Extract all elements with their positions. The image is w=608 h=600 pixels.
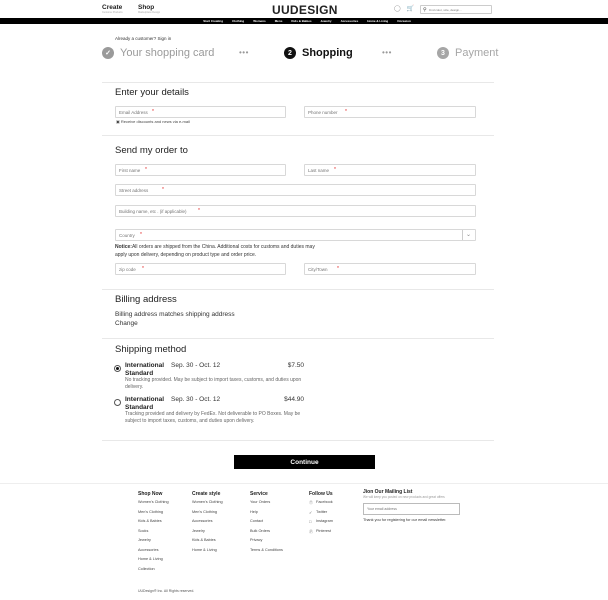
shop-link[interactable] (138, 4, 160, 14)
footer-link[interactable]: Contact (250, 519, 264, 523)
main-nav (0, 18, 608, 24)
already-customer (115, 36, 171, 41)
step-number: 3 (437, 47, 449, 59)
step-label: Shopping (302, 47, 353, 59)
shipping-option[interactable] (114, 362, 304, 392)
social-label: Facebook (316, 500, 333, 504)
footer-link[interactable]: Collection (138, 566, 155, 571)
mailing-thanks: Thank you for registering for our email newsletter. (363, 518, 447, 522)
footer-link[interactable]: Jewelry (138, 538, 151, 542)
footer-link[interactable]: Women's Clothing (192, 500, 223, 504)
shipping-desc: Tracking provided and delivery by FedEx. Not deliverable to PO Boxes. May be subject to import taxes, customs, and duties upon delivery. (125, 411, 301, 424)
street-field[interactable] (115, 184, 476, 196)
shipping-price: $7.50 (287, 362, 304, 369)
country-input[interactable] (119, 233, 149, 238)
instagram-icon: □ (309, 519, 312, 524)
site-footer (0, 483, 608, 600)
footer-link[interactable]: Men's Clothing (138, 509, 163, 514)
radio-selected[interactable] (114, 365, 121, 372)
divider (102, 82, 494, 83)
required-mark: * (198, 208, 200, 214)
required-mark: * (152, 109, 154, 115)
footer-follow (309, 491, 333, 538)
footer-heading: Service (250, 491, 268, 497)
create-title: Create (102, 4, 123, 11)
footer-heading: Shop Now (138, 491, 163, 497)
mailing-email-input[interactable] (367, 507, 459, 511)
nav-item-start-creating[interactable]: Start Creating (203, 19, 224, 23)
phone-input[interactable] (308, 110, 348, 115)
required-mark: * (162, 187, 164, 193)
footer-heading: Follow Us (309, 491, 333, 497)
nav-item-accessories[interactable]: Accessories (340, 19, 359, 23)
notice-label: Notice: (115, 244, 132, 250)
billing-change-link[interactable]: Change (115, 319, 138, 327)
shipping-desc: No tracking provided. May be subject to import taxes, customs, and duties upon delivery. (125, 377, 302, 390)
billing-matches-text: Billing address matches shipping address (115, 311, 235, 318)
city-input[interactable] (308, 267, 338, 272)
phone-field[interactable] (304, 106, 476, 118)
footer-link[interactable]: Kids & Babies (138, 519, 162, 523)
chevron-down-icon[interactable]: ⌄ (462, 230, 471, 240)
step-label: Your shopping card (120, 47, 215, 59)
building-input[interactable] (119, 209, 209, 214)
shipping-price: $44.90 (284, 396, 304, 403)
footer-social-facebook[interactable] (309, 500, 333, 510)
footer-create-style (192, 491, 223, 557)
shipping-option[interactable] (114, 396, 304, 426)
required-mark: * (140, 232, 142, 238)
zip-field[interactable] (115, 263, 286, 275)
footer-link[interactable]: Help (250, 509, 258, 514)
building-field[interactable] (115, 205, 476, 217)
nav-item-jewelry[interactable]: Jewelry (320, 19, 332, 23)
search-box[interactable] (420, 5, 492, 14)
copyright: UUDesign® Inc. All Rights reserved. (138, 589, 195, 593)
step-label: Payment (455, 47, 499, 59)
footer-link[interactable]: Your Orders (250, 500, 271, 504)
country-select[interactable] (115, 229, 476, 241)
footer-social-twitter[interactable] (309, 510, 333, 520)
required-mark: * (337, 266, 339, 272)
check-icon: ✓ (102, 47, 114, 59)
step-number: 2 (284, 47, 296, 59)
divider (102, 135, 494, 136)
search-icon: ⚲ (423, 6, 427, 13)
first-name-field[interactable] (115, 164, 286, 176)
cart-icon[interactable]: 🛒 (406, 6, 415, 12)
divider (102, 440, 494, 441)
radio-unselected[interactable] (114, 399, 121, 406)
create-subtitle: Custome Products (102, 11, 123, 14)
required-mark: * (334, 167, 336, 173)
footer-heading: Create style (192, 491, 221, 497)
create-link[interactable] (102, 4, 123, 14)
required-mark: * (345, 109, 347, 115)
step-dots-icon: ••• (382, 48, 392, 57)
footer-link[interactable]: Home & Living (138, 557, 163, 561)
zip-input[interactable] (119, 267, 144, 272)
footer-link[interactable]: Home & Living (192, 547, 217, 552)
mailing-email-field[interactable] (363, 503, 460, 515)
footer-social-instagram[interactable] (309, 519, 333, 529)
nav-item-kids-babies[interactable]: Kids & Babies (291, 19, 312, 23)
divider (102, 338, 494, 339)
divider (102, 289, 494, 290)
footer-social-pinterest[interactable] (309, 529, 333, 539)
already-customer-text: Already a customer? (115, 36, 157, 41)
twitter-icon: ✓ (309, 509, 313, 515)
shipping-dates: Sep. 30 - Oct. 12 (171, 396, 221, 403)
nav-item-womens[interactable]: Womens (253, 19, 266, 23)
step-dots-icon: ••• (239, 48, 249, 57)
mailing-heading: Jion Our Mailing List (363, 489, 413, 495)
footer-link[interactable]: Socks (138, 528, 149, 533)
step-shopping[interactable] (284, 47, 353, 59)
email-field[interactable] (115, 106, 286, 118)
shop-subtitle: Marketplace Design (138, 11, 161, 14)
site-header (0, 0, 608, 18)
footer-link[interactable]: Accessories (138, 547, 159, 552)
notice-text: All orders are shipped from the China. Additional costs for customs and duties may apply upon delivery, depending on product type and order price. (115, 244, 315, 258)
footer-link[interactable]: Privacy (250, 538, 263, 542)
social-label: Twitter (316, 509, 328, 514)
step-shopping-card[interactable] (102, 47, 214, 59)
footer-link[interactable]: Men's Clothing (192, 509, 217, 514)
city-field[interactable] (304, 263, 476, 275)
shipping-notice (115, 244, 315, 259)
newsletter-label: Receive discounts and news via e-mail (120, 119, 190, 124)
shipping-name: International Standard (125, 362, 165, 377)
nav-item-clothing[interactable]: Clothing (232, 19, 245, 23)
newsletter-option[interactable] (116, 119, 190, 124)
last-name-field[interactable] (304, 164, 476, 176)
footer-link[interactable]: Accessories (192, 519, 213, 523)
sign-in-link[interactable]: Sign in (157, 36, 172, 41)
footer-link[interactable]: Kids & Babies (192, 538, 216, 542)
order-heading: Send my order to (115, 145, 188, 156)
shipping-name: International Standard (125, 396, 165, 411)
required-mark: * (142, 266, 144, 272)
footer-shop-now (138, 491, 169, 576)
billing-heading: Billing address (115, 294, 177, 305)
nav-item-home-living[interactable]: Home & Living (367, 19, 389, 23)
pinterest-icon: Ⓟ (309, 528, 313, 534)
social-label: Instagram (316, 519, 333, 523)
step-payment[interactable] (437, 47, 498, 59)
nav-item-mens[interactable]: Mens (274, 19, 283, 23)
details-heading: Enter your details (115, 87, 189, 98)
nav-item-occasion[interactable]: Occasion (397, 19, 411, 23)
shop-title: Shop (138, 4, 155, 11)
footer-service (250, 491, 283, 557)
footer-link[interactable]: Bulk Orders (250, 528, 271, 533)
footer-link[interactable]: Terms & Conditions (250, 547, 283, 552)
checkout-steps (102, 47, 499, 63)
checkbox-icon[interactable]: ▣ (116, 119, 120, 124)
continue-button[interactable]: Continue (234, 455, 375, 469)
footer-link[interactable]: Jewelry (192, 528, 205, 533)
shipping-dates: Sep. 30 - Oct. 12 (171, 362, 221, 369)
shipping-heading: Shipping method (115, 344, 187, 355)
footer-link[interactable]: Women's Clothing (138, 500, 169, 504)
facebook-icon: Ⓣ (309, 500, 313, 505)
search-input[interactable] (429, 8, 489, 12)
mailing-subtitle: We will keep you posted on new products and great offers (363, 495, 445, 499)
required-mark: * (145, 167, 147, 173)
mailing-list (363, 490, 463, 522)
site-logo[interactable]: UUDESIGN (272, 3, 338, 17)
user-icon[interactable]: ◯ (394, 6, 401, 12)
social-label: Pinterest (316, 528, 331, 533)
